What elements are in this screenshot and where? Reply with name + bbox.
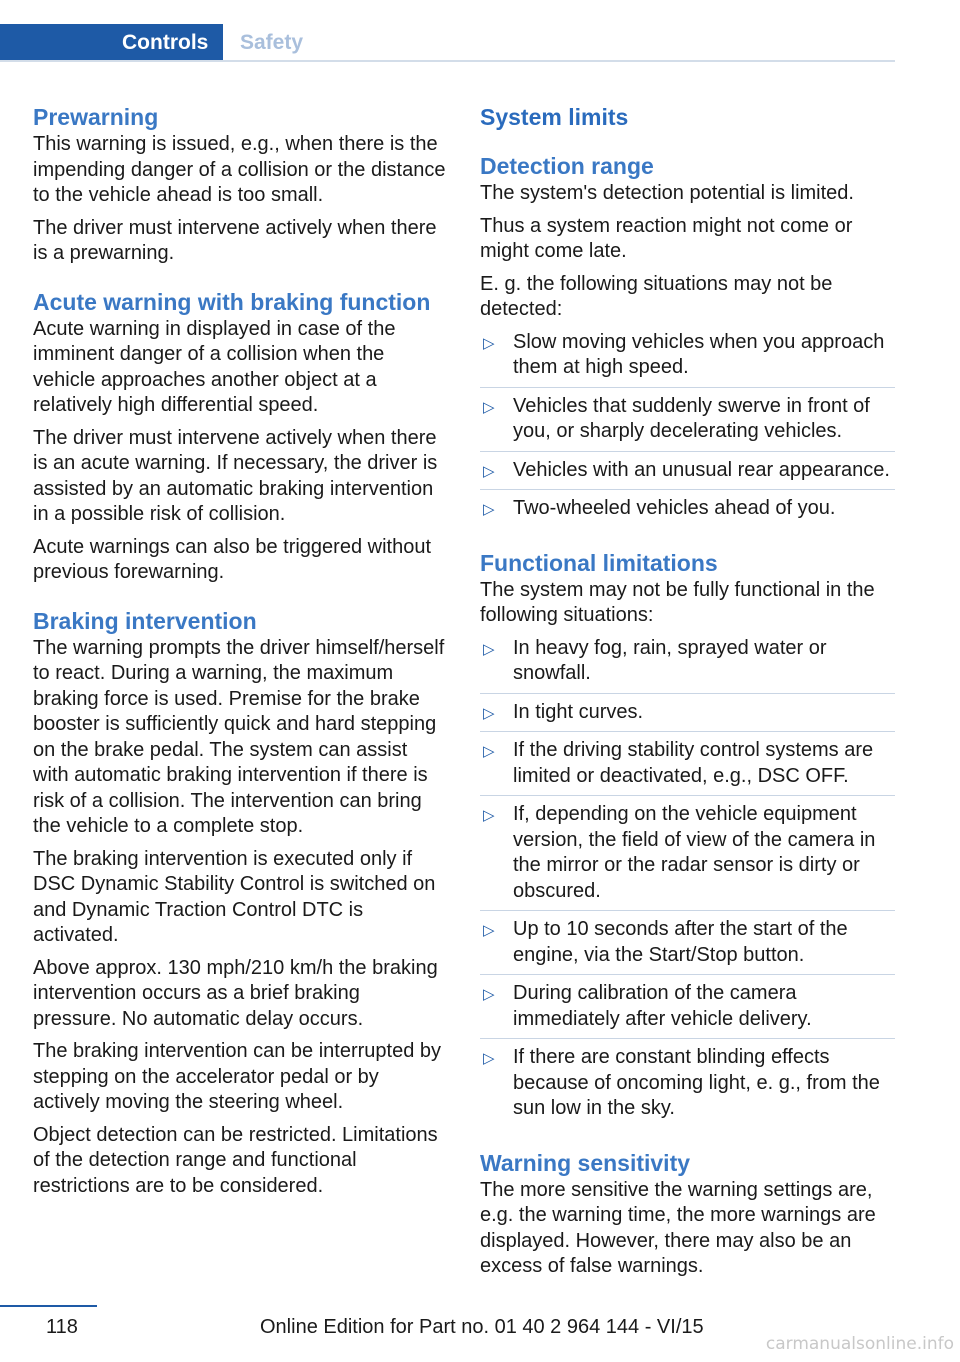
list-item — [480, 802, 895, 911]
triangle-right-icon: ▷ — [483, 501, 495, 518]
left-column — [33, 100, 448, 1206]
section-braking-intervention — [33, 604, 448, 1200]
triangle-right-icon: ▷ — [483, 640, 495, 658]
paragraph: The system's detection potential is limited. — [480, 182, 854, 204]
list-item-text: In tight curves. — [513, 700, 644, 723]
list-item — [480, 394, 895, 452]
list-item-text: If, depending on the vehicle equipment version, the field of view of the camera in the mirror or the radar sensor is dirty or obscured. — [513, 803, 876, 902]
paragraph: The driver must intervene actively when there is a prewarning. — [33, 216, 437, 264]
list-item — [480, 917, 895, 975]
triangle-right-icon: ▷ — [483, 986, 495, 1003]
section-prewarning — [33, 100, 448, 267]
triangle-right-icon: ▷ — [483, 462, 495, 480]
header-divider — [0, 60, 895, 62]
functional-list — [480, 636, 895, 1128]
list-item — [480, 738, 895, 796]
paragraph: This warning is issued, e.g., when there is the impending danger of a collision or the distance to the vehicle ahead is too small. — [33, 133, 446, 206]
tab-safety[interactable]: Safety — [240, 31, 304, 54]
right-column — [480, 100, 895, 1287]
paragraph: The braking intervention can be interrupted by stepping on the accelerator pedal or by actively moving the steering wheel. — [33, 1040, 442, 1113]
footer-divider — [0, 1305, 97, 1307]
section-functional-limitations — [480, 546, 895, 1128]
paragraph: E. g. the following situations may not be detected: — [480, 272, 833, 320]
watermark[interactable]: carmanualsonline.info — [765, 1334, 954, 1354]
tab-controls[interactable]: Controls — [0, 24, 223, 62]
triangle-right-icon: ▷ — [483, 1050, 495, 1067]
list-item-text: In heavy fog, rain, sprayed water or snowfall. — [513, 636, 827, 684]
list-item-text: Vehicles with an unusual rear appearance. — [513, 458, 890, 481]
list-item — [480, 636, 895, 694]
heading-functional-limitations: Functional limitations — [480, 549, 718, 576]
paragraph: The system may not be fully functional in the following situations: — [480, 578, 875, 626]
triangle-right-icon: ▷ — [483, 743, 495, 760]
section-warning-sensitivity — [480, 1146, 895, 1280]
list-item-text: Up to 10 seconds after the start of the engine, via the Start/Stop button. — [513, 918, 848, 966]
list-item-text: Vehicles that suddenly swerve in front of you, or sharply decelerating vehicles. — [513, 394, 870, 442]
list-item — [480, 330, 895, 388]
heading-acute-warning: Acute warning with braking function — [33, 288, 431, 315]
detection-list — [480, 330, 895, 528]
heading-detection-range: Detection range — [480, 153, 654, 179]
list-item — [480, 458, 895, 491]
heading-braking-intervention: Braking intervention — [33, 607, 257, 634]
paragraph: Acute warnings can also be triggered without previous forewarning. — [33, 535, 432, 583]
edition-note: Online Edition for Part no. 01 40 2 964 144 - VI/15 — [260, 1316, 704, 1338]
heading-warning-sensitivity: Warning sensitivity — [480, 1149, 691, 1176]
paragraph: The warning prompts the driver himself/herself to react. During a warning, the maximum braking force is used. Premise for the brake booster is sufficiently quick and hard stepping on the brake pedal. The system can assist with automatic braking intervention if there is risk of a collision. The intervention can bring the vehicle to a complete stop. — [33, 636, 445, 837]
list-item — [480, 700, 895, 733]
list-item-text: During calibration of the camera immediately after vehicle delivery. — [513, 982, 812, 1030]
paragraph: Object detection can be restricted. Limitations of the detection range and functional restrictions are to be considered. — [33, 1123, 438, 1197]
paragraph: The more sensitive the warning settings are, e.g. the warning time, the more warnings are displayed. However, there may also be an excess of false warnings. — [480, 1178, 876, 1277]
heading-prewarning: Prewarning — [33, 104, 159, 130]
triangle-right-icon: ▷ — [483, 922, 495, 939]
triangle-right-icon: ▷ — [483, 704, 495, 722]
list-item-text: If there are constant blinding effects because of oncoming light, e. g., from the sun low in the sky. — [513, 1046, 880, 1119]
paragraph: The braking intervention is executed only if DSC Dynamic Stability Control is switched on and Dynamic Traction Control DTC is activated. — [33, 847, 436, 946]
page-number: 118 — [46, 1316, 78, 1338]
list-item-text: Slow moving vehicles when you approach them at high speed. — [513, 330, 885, 378]
paragraph: Acute warning in displayed in case of the imminent danger of a collision when the vehicle approaches another object at a relatively high differential speed. — [33, 317, 396, 416]
section-acute-warning — [33, 285, 448, 586]
paragraph: The driver must intervene actively when there is an acute warning. If necessary, the driver is assisted by an automatic braking intervention in a possible risk of collision. — [33, 426, 438, 525]
list-item — [480, 496, 895, 528]
section-detection-range — [480, 149, 895, 528]
list-item-text: If the driving stability control systems are limited or deactivated, e.g., DSC OFF. — [513, 739, 874, 787]
triangle-right-icon: ▷ — [483, 334, 495, 352]
list-item — [480, 1045, 895, 1128]
triangle-right-icon: ▷ — [483, 398, 495, 416]
heading-system-limits: System limits — [480, 104, 629, 130]
list-item-text: Two-wheeled vehicles ahead of you. — [513, 497, 836, 519]
paragraph: Above approx. 130 mph/210 km/h the braking intervention occurs as a brief braking pressure. No automatic delay occurs. — [33, 956, 438, 1030]
triangle-right-icon: ▷ — [483, 807, 495, 824]
list-item — [480, 981, 895, 1039]
paragraph: Thus a system reaction might not come or might come late. — [480, 214, 853, 262]
